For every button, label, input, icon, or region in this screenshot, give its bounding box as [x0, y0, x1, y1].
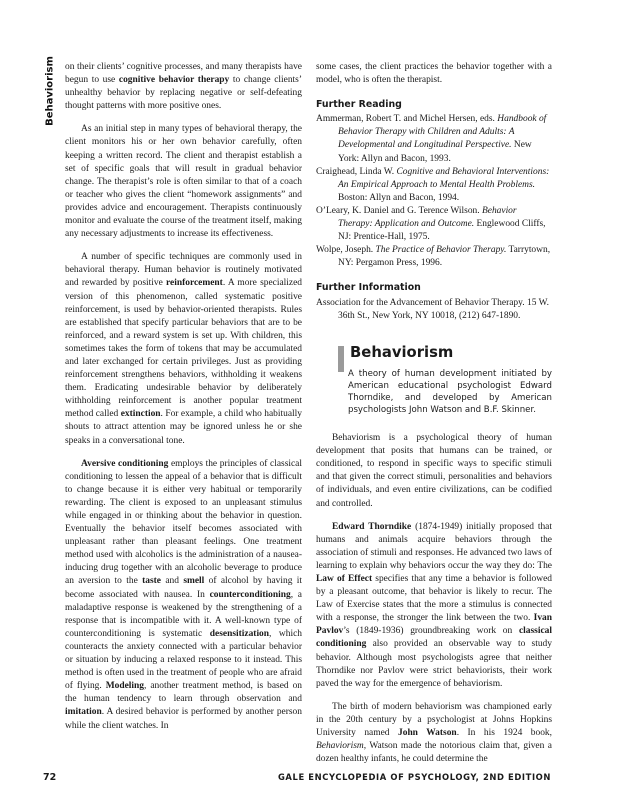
entry-definition: A theory of human development initiated by American educational psychologist Edward Thorndike, and developed by American psychologists John Watson and B.F. Skinner.	[348, 368, 552, 415]
right-paragraph-2: Behaviorism is a psychological theory of human development that posits that humans can be trained, or conditioned, to respond in specific ways to specific stimuli and that given the correct stimuli, personalities and behaviors of individuals, and even entire civilizations, can be codified and controlled.	[316, 433, 552, 509]
term-smell: smell	[183, 576, 205, 587]
entry-header	[338, 342, 552, 416]
term-extinction: extinction	[120, 409, 161, 420]
reference-1: Ammerman, Robert T. and Michel Hersen, eds. Handbook of Behavior Therapy with Children and Adults: A Developmental and Longitudinal Perspective. New York: Allyn and Bacon, 1993.	[316, 114, 547, 164]
left-paragraph-4: Aversive conditioning employs the principles of classical conditioning to lessen the appeal of a behavior that is difficult to change because it is either very habitual or temporarily rewarding. The client is exposed to an unpleasant stimulus while engaged in or thinking about the behavior in question. Eventually the behavior itself becomes associated with unpleasant rather than pleasant feelings. One treatment method used with alcoholics is the administration of a nausea-inducing drug together with an alcoholic beverage to produce an aversion to the taste and smell of alcohol by having it become associated with nausea. In counterconditioning, a maladaptive response is weakened by the strengthening of a response that is incompatible with it. A well-known type of counterconditioning is systematic desensitization, which counteracts the anxiety connected with a particular behavior or situation by inducing a relaxed response to it instead. This method is often used in the treatment of people who are afraid of flying. Modeling, another treatment method, is based on the human tendency to learn through observation and imitation. A desired behavior is performed by another person while the client watches. In	[65, 458, 303, 731]
further-information-heading: Further Information	[316, 282, 421, 294]
term-cognitive-behavior-therapy: cognitive behavior therapy	[118, 75, 230, 86]
right-paragraph-1: some cases, the client practices the behavior together with a model, who is often the therapist.	[316, 62, 552, 86]
right-column	[316, 61, 552, 766]
left-paragraph-3: A number of specific techniques are commonly used in behavioral therapy. Human behavior is routinely motivated and rewarded by positive reinforcement. A more specialized version of this phenomenon, called systematic positive reinforcement, is used by behavior-oriented therapists. Rules are established that specify particular behaviors that are to be reinforced, and a reward system is set up. With children, this sometimes takes the form of tokens that may be accumulated and later exchanged for certain privileges. Just as providing reinforcement strengthens behaviors, withholding it weakens them. Eradicating undesirable behavior by deliberately withholding reinforcement is another popular treatment method called extinction. For example, a child who habitually shouts to attract attention may be ignored unless he or she speaks in a conversational tone.	[65, 252, 302, 446]
reference-4: Wolpe, Joseph. The Practice of Behavior Therapy. Tarrytown, NY: Pergamon Press, 1996.	[316, 245, 551, 269]
reference-3: O’Leary, K. Daniel and G. Terence Wilson. Behavior Therapy: Application and Outcome. Englewood Cliffs, NJ: Prentice-Hall, 1975.	[316, 205, 546, 243]
entry-marker-bar	[338, 346, 344, 372]
running-title: GALE ENCYCLOPEDIA OF PSYCHOLOGY, 2ND EDITION	[277, 772, 551, 782]
left-paragraph-1: on their clients’ cognitive processes, and many therapists have begun to use cognitive behavior therapy to change clients’ unhealthy behavior by replacing negative or self-defeating thought patterns with more positive ones.	[65, 62, 302, 112]
term-taste: taste	[142, 576, 161, 587]
left-paragraph-2: As an initial step in many types of behavioral therapy, the client monitors his or her own behavior carefully, often keeping a written record. The client and therapist establish a set of specific goals that will result in gradual behavior change. The therapist’s role is often similar to that of a coach or teacher who gives the client “homework assignments” and provides advice and encouragement. Therapists continuously monitor and evaluate the course of the treatment itself, making any necessary adjustments to increase its effectiveness.	[65, 124, 302, 240]
page-number: 72	[43, 772, 57, 783]
term-counterconditioning: counterconditioning	[209, 589, 291, 600]
entry-title: Behaviorism	[350, 343, 454, 361]
term-reinforcement: reinforcement	[166, 278, 223, 289]
side-tab-label: Behaviorism	[44, 56, 55, 126]
further-information-text: Association for the Advancement of Behavior Therapy. 15 W. 36th St., New York, NY 10018, (212) 647-1890.	[316, 297, 549, 321]
term-imitation: imitation	[65, 707, 102, 718]
term-aversive-conditioning: Aversive conditioning	[81, 458, 169, 469]
term-ivan-pavlov: Ivan Pavlov	[316, 613, 552, 637]
term-law-of-effect: Law of Effect	[316, 574, 373, 584]
left-column	[65, 61, 302, 733]
right-paragraph-4: The birth of modern behaviorism was championed early in the 20th century by a psychologist at Johns Hopkins University named John Watson. In his 1924 book, Behaviorism, Watson made the notorious claim that, given a dozen healthy infants, he could determine the	[316, 701, 553, 765]
term-john-watson: John Watson	[398, 728, 457, 739]
term-edward-thorndike: Edward Thorndike	[332, 521, 412, 532]
term-modeling: Modeling	[105, 681, 144, 692]
term-classical-conditioning: classical conditioning	[316, 626, 552, 650]
term-desensitization: desensitization	[209, 628, 270, 639]
reference-2: Craighead, Linda W. Cognitive and Behavioral Interventions: An Empirical Approach to Mental Health Problems. Boston: Allyn and Bacon, 1994.	[316, 166, 550, 203]
further-reading-heading: Further Reading	[316, 99, 402, 111]
side-tab	[43, 56, 56, 126]
right-paragraph-3: Edward Thorndike (1874-1949) initially proposed that humans and animals acquire behaviors through the association of stimuli and responses. He advanced two laws of learning to explain why behaviors occur the way they do: The Law of Effect specifies that any time a behavior is followed by a pleasant outcome, that behavior is likely to recur. The Law of Exercise states that the more a stimulus is connected with a response, the stronger the link between the two. Ivan Pavlov’s (1849-1936) groundbreaking work on classical conditioning also provided an observable way to study behavior. Although most psychologists agree that neither Thorndike nor Pavlov were strict behaviorists, their work paved the way for the emergence of behaviorism.	[316, 521, 552, 689]
